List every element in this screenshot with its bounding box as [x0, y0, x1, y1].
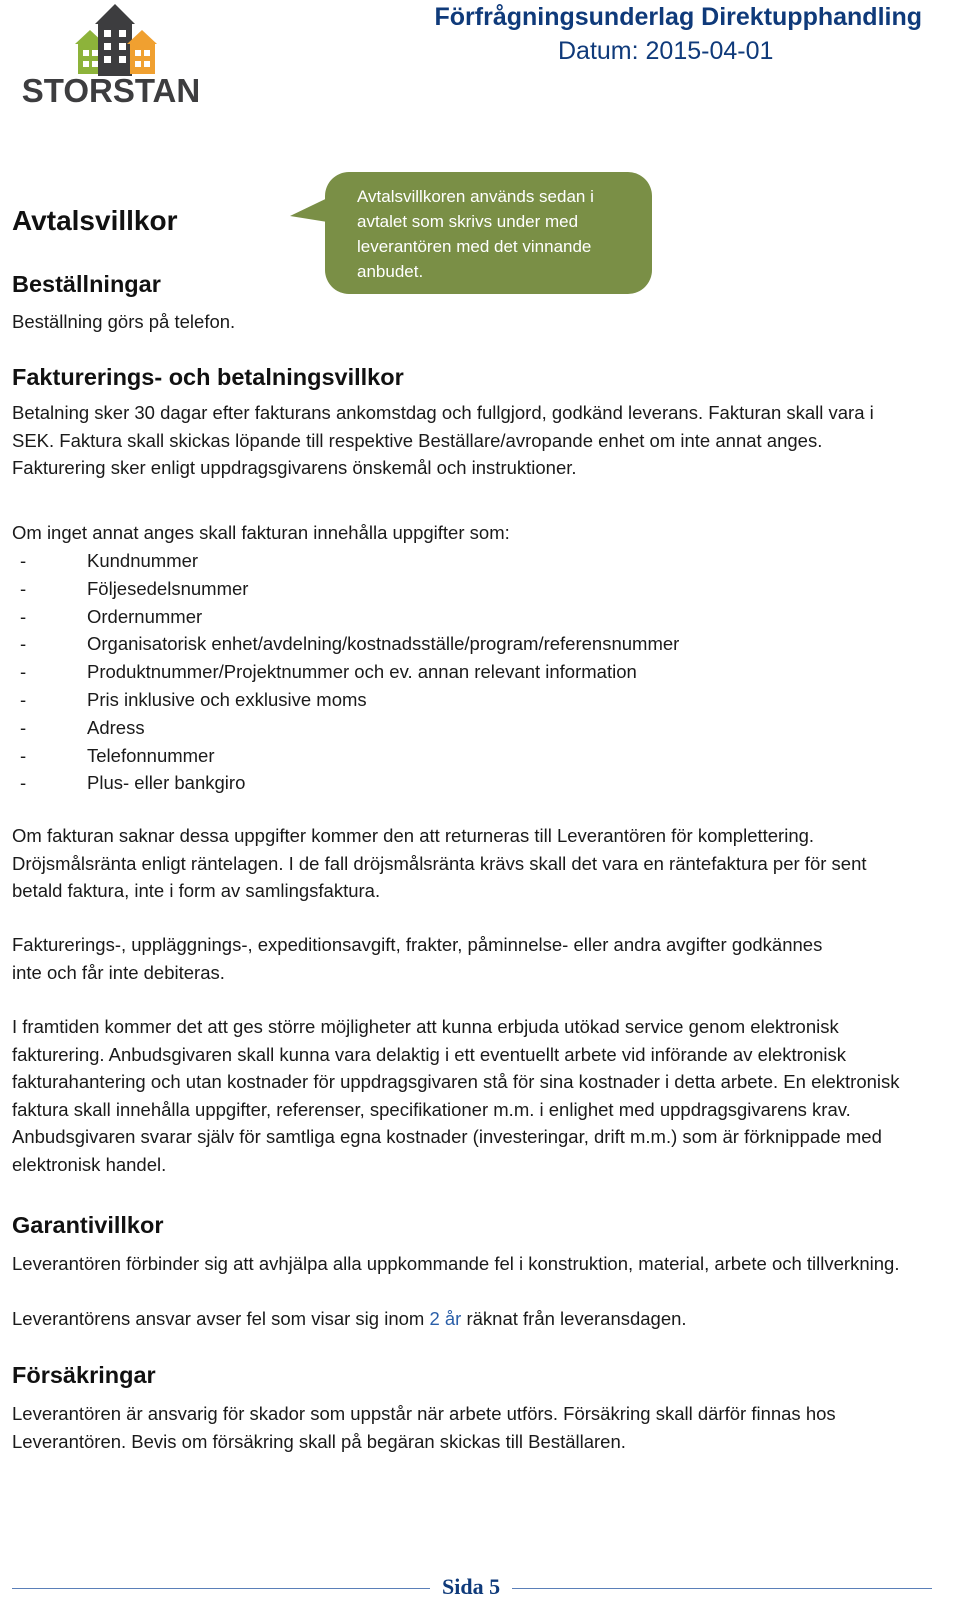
heading-fakturering: Fakturerings- och betalningsvillkor: [12, 364, 404, 390]
heading-bestallningar: Beställningar: [12, 271, 161, 297]
list-item: - Kundnummer: [12, 547, 679, 575]
invoice-requirements-list: [12, 547, 679, 797]
list-item: - Produktnummer/Projektnummer och ev. annan relevant information: [12, 658, 679, 686]
document-title: Förfrågningsunderlag Direktupphandling: [434, 3, 922, 31]
heading-garanti: Garantivillkor: [12, 1212, 164, 1238]
fakturering-paragraph-4: I framtiden kommer det att ges större möjligheter att kunna erbjuda utökad service genom elektronisk fakturering. Anbudsgivaren skall kunna vara delaktig i ett eventuellt arbete vid införande av elektronisk fakturahantering och utan kostnader för uppdragsgivaren stå för sina kostnader i detta arbete. En elektronisk faktura skall innehålla uppgifter, referenser, specifikationer m.m. i enlighet med uppdragsgivarens krav. Anbudsgivaren svarar själv för samtliga egna kostnader (investeringar, drift m.m.) som är förknippade med elektronisk handel.: [12, 1016, 900, 1175]
page-number: Sida 5: [430, 1574, 512, 1600]
invoice-list-intro: Om inget annat anges skall fakturan innehålla uppgifter som:: [12, 522, 510, 543]
storstan-logo: [20, 2, 202, 106]
list-item: - Följesedelsnummer: [12, 575, 679, 603]
garanti-text-before: Leverantörens ansvar avser fel som visar sig inom: [12, 1308, 430, 1329]
list-item: - Organisatorisk enhet/avdelning/kostnadsställe/program/referensnummer: [12, 630, 679, 658]
list-item: - Plus- eller bankgiro: [12, 769, 679, 797]
garanti-paragraph-2: [12, 1305, 687, 1333]
fakturering-paragraph-1: Betalning sker 30 dagar efter fakturans ankomstdag och fullgjord, godkänd leverans. Fakturan skall vara i SEK. Faktura skall skickas löpande till respektive Beställare/avropande enhet om inte annat anges. Fakturering sker enligt uppdragsgivarens önskemål och instruktioner.: [12, 402, 874, 479]
heading-forsakringar: Försäkringar: [12, 1362, 156, 1388]
list-item: - Adress: [12, 714, 679, 742]
callout-bubble: [325, 172, 652, 294]
list-item: - Telefonnummer: [12, 742, 679, 770]
bestallningar-text: Beställning görs på telefon.: [12, 311, 236, 332]
document-date: Datum: 2015-04-01: [558, 37, 774, 65]
garanti-text-after: räknat från leveransdagen.: [461, 1308, 687, 1329]
logo-wordmark: STORSTAN: [21, 72, 201, 106]
list-item: - Pris inklusive och exklusive moms: [12, 686, 679, 714]
warranty-period: 2 år: [429, 1308, 462, 1329]
forsakringar-paragraph: Leverantören är ansvarig för skador som uppstår när arbete utförs. Försäkring skall därför finnas hos Leverantören. Bevis om försäkring skall på begäran skickas till Beställaren.: [12, 1403, 836, 1452]
callout-text: Avtalsvillkoren används sedan i avtalet som skrivs under med leverantören med det vinnande anbudet.: [357, 187, 594, 281]
garanti-paragraph-1: Leverantören förbinder sig att avhjälpa alla uppkommande fel i konstruktion, material, arbete och tillverkning.: [12, 1253, 900, 1274]
list-item: - Ordernummer: [12, 603, 679, 631]
fakturering-paragraph-2: Om fakturan saknar dessa uppgifter kommer den att returneras till Leverantören för komplettering. Dröjsmålsränta enligt räntelagen. I de fall dröjsmålsränta krävs skall det vara en räntefaktura per för sent betald faktura, inte i form av samlingsfaktura.: [12, 825, 867, 902]
fakturering-paragraph-3: Fakturerings-, uppläggnings-, expeditionsavgift, frakter, påminnelse- eller andra avgifter godkännes inte och får inte debiteras.: [12, 934, 823, 983]
heading-avtalsvillkor: Avtalsvillkor: [12, 205, 178, 236]
